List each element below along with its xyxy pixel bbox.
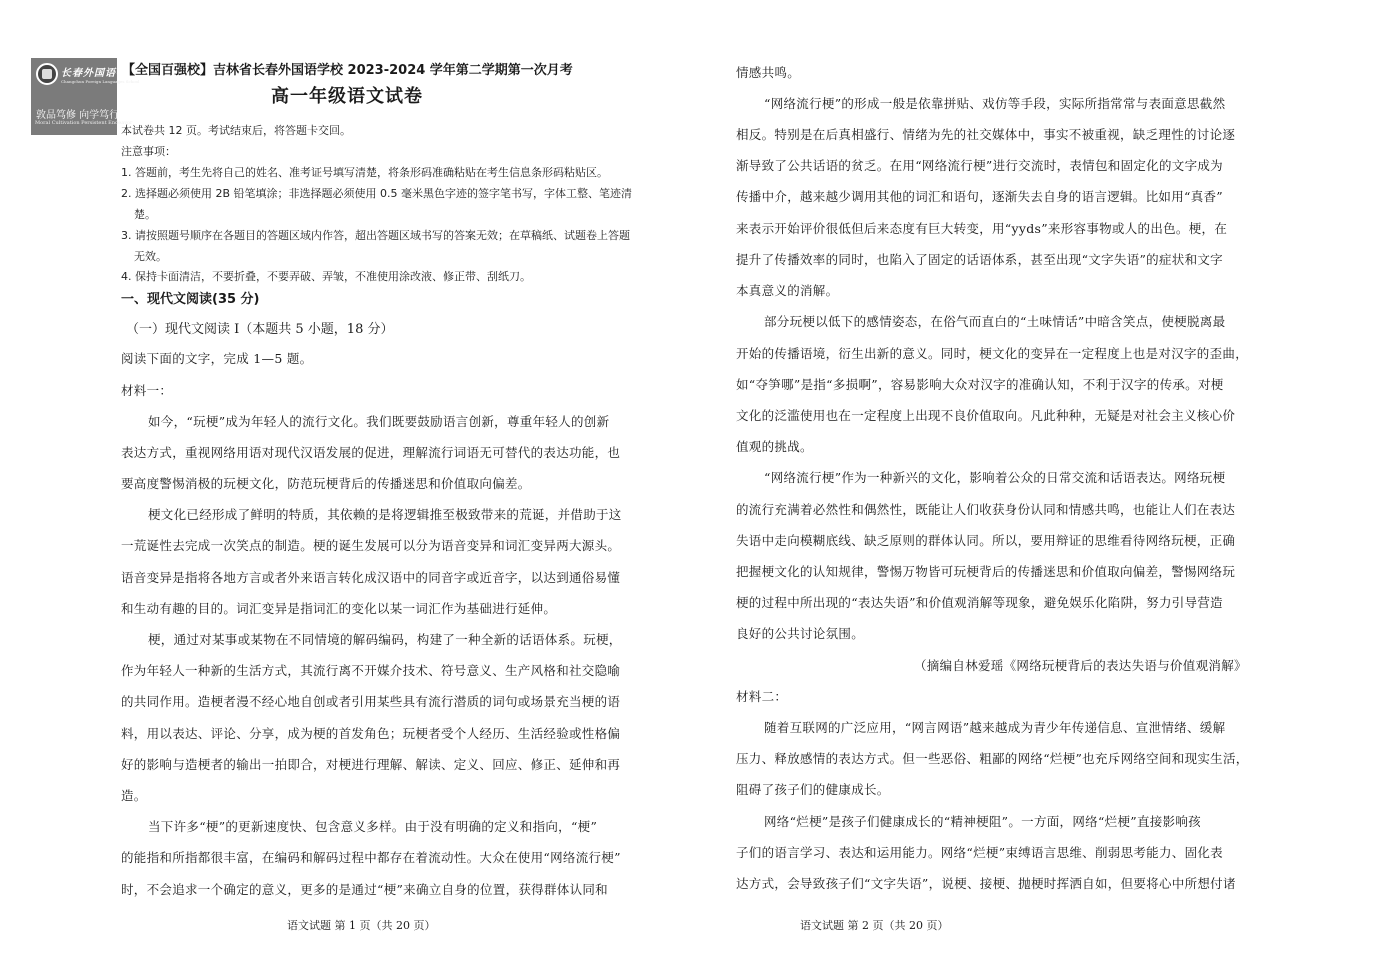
text-line: 良好的公共讨论氛围。	[736, 626, 865, 641]
text-line: 表达方式，重视网络用语对现代汉语发展的促进，理解流行词语无可替代的表达功能，也	[121, 445, 621, 460]
text-line: 语音变异是指将各地方言或者外来语言转化成汉语中的同音字或近音字，以达到通俗易懂	[121, 570, 621, 585]
note-item: 1. 答题前，考生先将自己的姓名、准考证号填写清楚，将条形码准确粘贴在考生信息条形码粘贴区。	[121, 166, 608, 179]
note-item: 楚。	[134, 208, 156, 221]
text-line: 压力、释放感情的表达方式。但一些恶俗、粗鄙的网络“烂梗”也充斥网络空间和现实生活，	[736, 751, 1249, 766]
notes-title: 注意事项：	[121, 145, 176, 158]
text-line: 文化的泛滥使用也在一定程度上出现不良价值取向。凡此种种，无疑是对社会主义核心价	[736, 408, 1236, 423]
text-line: 本真意义的消解。	[736, 283, 839, 298]
text-line: 如今，“玩梗”成为年轻人的流行文化。我们既要鼓励语言创新，尊重年轻人的创新	[148, 414, 610, 429]
text-line: 作为年轻人一种新的生活方式，其流行离不开媒介技术、符号意义、生产风格和社交隐喻	[121, 663, 621, 678]
footer-left: 语文试题 第 1 页（共 20 页）	[287, 919, 436, 932]
source-citation: （摘编自林爱瑶《网络玩梗背后的表达失语与价值观消解》	[914, 658, 1247, 673]
text-line: 相反。特别是在后真相盛行、情绪为先的社交媒体中，事实不被重视，缺乏理性的讨论逐	[736, 127, 1236, 142]
note-item: 3. 请按照题号顺序在各题目的答题区域内作答，超出答题区域书写的答案无效；在草稿纸、试题卷上答题	[121, 229, 630, 242]
text-line: 把握梗文化的认知规律，警惕万物皆可玩梗背后的传播迷思和价值取向偏差，警惕网络玩	[736, 564, 1236, 579]
text-line: 来表示开始评价很低但后来态度有巨大转变，用“yyds”来形容事物或人的出色。梗，在	[736, 221, 1228, 236]
text-line: 网络“烂梗”是孩子们健康成长的“精神梗阻”。一方面，网络“烂梗”直接影响孩	[764, 814, 1201, 829]
exam-title: 【全国百强校】吉林省长春外国语学校 2023-2024 学年第二学期第一次月考	[122, 63, 573, 78]
grade-title: 高一年级语文试卷	[271, 86, 423, 107]
text-line: 阻碍了孩子们的健康成长。	[736, 782, 890, 797]
text-line: 失语中走向模糊底线、缺乏原则的群体认同。所以，要用辩证的思维看待网络玩梗，正确	[736, 533, 1236, 548]
text-line: 达方式，会导致孩子们“文字失语”，说梗、接梗、抛梗时挥洒自如，但要将心中所想付诸	[736, 876, 1236, 891]
school-logo	[31, 58, 140, 135]
text-line: 材料二：	[736, 689, 788, 704]
text-line: 材料一：	[121, 383, 173, 398]
text-line: 造。	[121, 788, 147, 803]
text-line: 如“夺笋哪”是指“多损啊”，容易影响大众对汉字的准确认知，不利于汉字的传承。对梗	[736, 377, 1224, 392]
text-line: 部分玩梗以低下的感情姿态，在俗气而直白的“土味情话”中暗含笑点，使梗脱离最	[764, 314, 1226, 329]
text-line: 的共同作用。造梗者漫不经心地自创或者引用某些具有流行潜质的词句或场景充当梗的语	[121, 694, 621, 709]
text-line: 要高度警惕消极的玩梗文化，防范玩梗背后的传播迷思和价值取向偏差。	[121, 476, 531, 491]
text-line: 一荒诞性去完成一次笑点的制造。梗的诞生发展可以分为语音变异和词汇变异两大源头。	[121, 538, 621, 553]
text-line: 传播中介，越来越少调用其他的词汇和语句，逐渐失去自身的语言逻辑。比如用“真香”	[736, 189, 1223, 204]
text-line: 值观的挑战。	[736, 439, 813, 454]
text-line: 情感共鸣。	[736, 65, 801, 80]
text-line: 提升了传播效率的同时，也陷入了固定的话语体系，甚至出现“文字失语”的症状和文字	[736, 252, 1223, 267]
logo-motto-en: Moral Cultivation Persistent Endeavor	[35, 120, 133, 126]
note-item: 4. 保持卡面清洁，不要折叠，不要弄破、弄皱，不准使用涂改液、修正带、刮纸刀。	[121, 270, 531, 283]
text-line: 梗的过程中所出现的“表达失语”和价值观消解等现象，避免娱乐化陷阱，努力引导营造	[736, 595, 1223, 610]
school-seal-icon	[36, 63, 58, 85]
text-line: 子们的语言学习、表达和运用能力。网络“烂梗”束缚语言思维、削弱思考能力、固化表	[736, 845, 1223, 860]
logo-brand: 长春外国语学校	[61, 68, 138, 79]
text-line: 梗，通过对某事或某物在不同情境的解码编码，构建了一种全新的话语体系。玩梗，	[148, 632, 622, 647]
text-line: 阅读下面的文字，完成 1—5 题。	[121, 351, 313, 366]
text-line: 时，不会追求一个确定的意义，更多的是通过“梗”来确立自身的位置，获得群体认同和	[121, 882, 608, 897]
text-line: 开始的传播语境，衍生出新的意义。同时，梗文化的变异在一定程度上也是对汉字的歪曲，	[736, 346, 1249, 361]
text-line: 梗文化已经形成了鲜明的特质，其依赖的是将逻辑推至极致带来的荒诞，并借助于这	[148, 507, 622, 522]
section-subtitle: （一）现代文阅读 I（本题共 5 小题，18 分）	[126, 322, 394, 337]
logo-brand-en: Changchun Foreign Languages School	[61, 79, 140, 84]
text-line: 渐导致了公共话语的贫乏。在用“网络流行梗”进行交流时，表情包和固定化的文字成为	[736, 158, 1223, 173]
section-title: 一、现代文阅读(35 分)	[121, 292, 260, 307]
text-line: 随着互联网的广泛应用，“网言网语”越来越成为青少年传递信息、宣泄情绪、缓解	[764, 720, 1226, 735]
intro-text: 本试卷共 12 页。考试结束后，将答题卡交回。	[121, 124, 351, 137]
text-line: 好的影响与造梗者的输出一拍即合，对梗进行理解、解读、定义、回应、修正、延伸和再	[121, 757, 621, 772]
footer-right: 语文试题 第 2 页（共 20 页）	[800, 919, 949, 932]
text-line: 的流行充满着必然性和偶然性，既能让人们收获身份认同和情感共鸣，也能让人们在表达	[736, 502, 1236, 517]
text-line: “网络流行梗”的形成一般是依靠拼贴、戏仿等手段，实际所指常常与表面意思截然	[764, 96, 1226, 111]
page-right	[688, 0, 1375, 971]
text-line: 料，用以表达、评论、分享，成为梗的首发角色；玩梗者受个人经历、生活经验或性格偏	[121, 726, 621, 741]
text-line: 的能指和所指都很丰富，在编码和解码过程中都存在着流动性。大众在使用“网络流行梗”	[121, 850, 621, 865]
text-line: “网络流行梗”作为一种新兴的文化，影响着公众的日常交流和话语表达。网络玩梗	[764, 470, 1226, 485]
text-line: 当下许多“梗”的更新速度快、包含意义多样。由于没有明确的定义和指向，“梗”	[148, 819, 598, 834]
note-item: 无效。	[134, 250, 167, 263]
logo-motto: 敦品笃修 向学笃行	[36, 110, 120, 121]
text-line: 和生动有趣的目的。词汇变异是指词汇的变化以某一词汇作为基础进行延伸。	[121, 601, 557, 616]
note-item: 2. 选择题必须使用 2B 铅笔填涂；非选择题必须使用 0.5 毫米黑色字迹的签字笔书写，字体工整、笔迹清	[121, 187, 633, 200]
